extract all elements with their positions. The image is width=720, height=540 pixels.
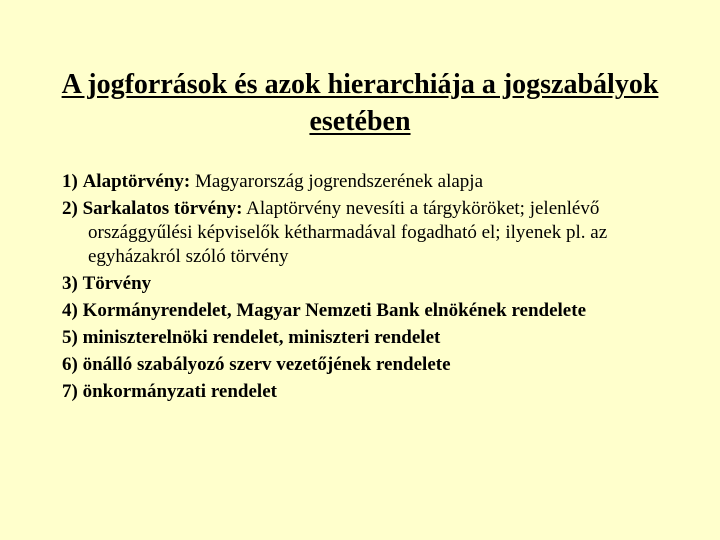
list-item [62, 299, 702, 323]
list-item [62, 197, 702, 269]
list-item [62, 170, 702, 194]
item-label: önkormányzati rendelet [82, 381, 277, 402]
item-number: 2) [62, 198, 78, 219]
item-number: 5) [62, 327, 78, 348]
item-label: Törvény [82, 273, 152, 294]
list-item [62, 380, 702, 404]
hierarchy-list [62, 170, 702, 407]
item-text: Magyarország jogrendszerének alapja [190, 171, 484, 192]
item-number: 4) [62, 300, 78, 321]
item-text: Alaptörvény nevesíti a tárgyköröket; jelenlévő országgyűlési képviselők kétharmadával fogadható el; ilyenek pl. az egyházakról szóló törvény [88, 198, 608, 267]
list-item [62, 353, 702, 377]
item-label: Sarkalatos törvény: [82, 198, 243, 219]
item-number: 1) [62, 171, 78, 192]
item-number: 6) [62, 354, 78, 375]
item-label: miniszterelnöki rendelet, miniszteri rendelet [82, 327, 441, 348]
item-number: 3) [62, 273, 78, 294]
list-item [62, 326, 702, 350]
item-label: önálló szabályozó szerv vezetőjének rendelete [82, 354, 451, 375]
list-item [62, 272, 702, 296]
item-number: 7) [62, 381, 78, 402]
item-label: Alaptörvény: [82, 171, 191, 192]
slide-title: A jogforrások és azok hierarchiája a jogszabályok esetében [61, 69, 659, 137]
item-label: Kormányrendelet, Magyar Nemzeti Bank elnökének rendelete [82, 300, 587, 321]
